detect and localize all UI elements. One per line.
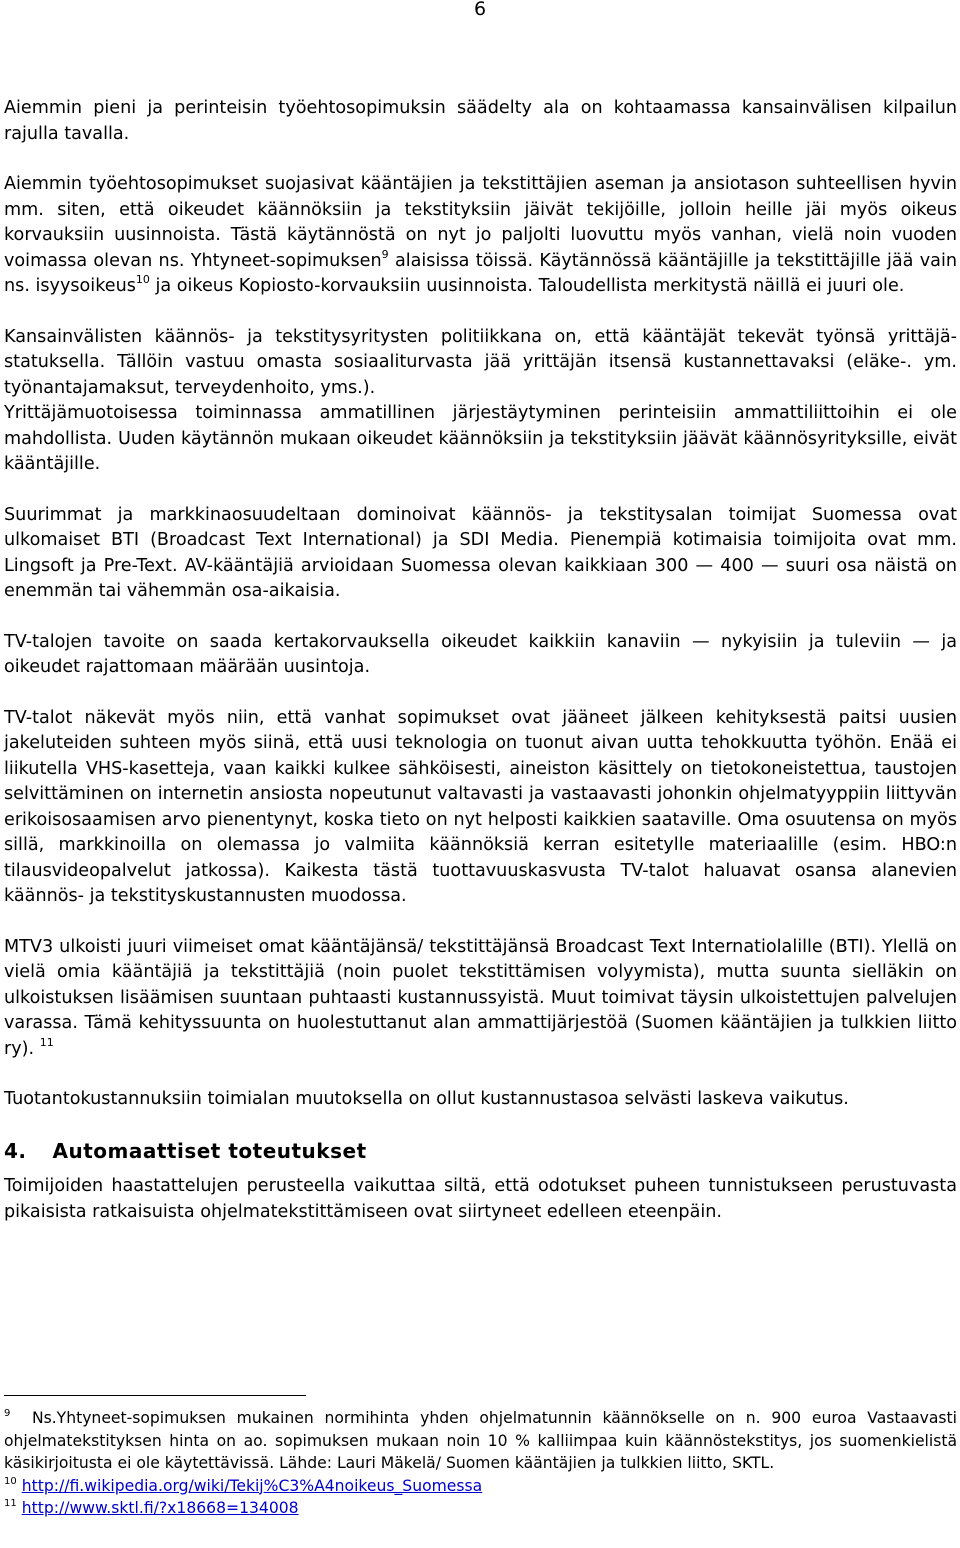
footnote-divider [4, 1395, 306, 1396]
footnote-9 [4, 1407, 957, 1475]
footnotes [4, 1407, 957, 1520]
footnote-number: 10 [4, 1475, 17, 1487]
paragraph-text: alaisissa töissä. Käytännössä kääntäjille ja tekstittäjille jää vain ns. isyysoikeus [4, 250, 958, 296]
footnote-text: Ns.Yhtyneet-sopimuksen mukainen normihinta yhden ohjelmatunnin käännökselle on n. 900 euroa Vastaavasti ohjelmatekstityksen hinta on ao. sopimuksen mukaan noin 10 % kalliimpaa kuin käännöstekstitys, jos suomenkielistä käsikirjoitusta ei ole käytettävissä. Lähde: Lauri Mäkelä/ Suomen kääntäjien ja tulkkien liitto, SKTL. [4, 1409, 957, 1472]
page-number: 6 [473, 0, 487, 20]
footnote-11 [4, 1497, 957, 1520]
section-number: 4. [4, 1138, 27, 1163]
footnote-ref-9[interactable]: 9 [381, 247, 389, 261]
paragraph: Toimijoiden haastattelujen perusteella vaikuttaa siltä, että odotukset puheen tunnistukseen perustuvasta pikaisista ratkaisuista ohjelmatekstittämiseen ovat siirtyneet edelleen eteenpäin. [4, 1176, 957, 1222]
paragraph-text: MTV3 ulkoisti juuri viimeiset omat kääntäjänsä/ tekstittäjänsä Broadcast Text Internatiolalille (BTI). Ylellä on vielä omia kääntäjiä ja tekstittäjiä (noin puolet tekstittämisen volyymista), mutta suunta sielläkin on ulkoistuksen lisäämisen suuntaan puhtaasti kustannussyistä. Muut toimivat täysin ulkoistettujen palvelujen varassa. Tämä kehityssuunta on huolestuttanut alan ammattijärjestöä (Suomen kääntäjien ja tulkkien liitto ry). [4, 936, 957, 1059]
body-text [4, 96, 957, 1250]
footnote-10 [4, 1475, 957, 1498]
footnote-ref-11[interactable]: 11 [39, 1035, 54, 1049]
paragraph: Kansainvälisten käännös- ja tekstitysyritysten politiikkana on, että kääntäjät tekevät työnsä yrittäjä-statuksella. Tällöin vastuu omasta sosiaaliturvasta jää yrittäjän itsensä kustannettavaksi (eläke-. ym. työnantajamaksut, terveydenhoito, yms.). [4, 326, 957, 398]
paragraph: TV-talot näkevät myös niin, että vanhat sopimukset ovat jääneet jälkeen kehityksestä paitsi uusien jakeluteiden suhteen myös siinä, että uusi teknologia on tuonut aivan uutta tehokkuutta työhön. Enää ei liikutella VHS-kasetteja, vaan kaikki kulkee sähköisesti, aineiston käsittely on tietokoneistettua, taustojen selvittäminen on internetin ansiosta nopeutunut valtavasti ja vastaavasti johonkin ohjelmatyyppiin liittyvän erikoisosaamisen arvo pienentynyt, koska tieto on nyt helposti kaikkien saataville. Oma osuutensa on myös sillä, markkinoilla on olemassa jo valmiita käännöksiä kerran esitetylle materiaalille (esim. HBO:n tilausvideopalvelut jatkossa). Kaikesta tästä tuottavuuskasvusta TV-talot haluavat osansa alanevien käännös- ja tekstityskustannusten muodossa. [4, 707, 957, 906]
paragraph: Yrittäjämuotoisessa toiminnassa ammatillinen järjestäytyminen perinteisiin ammattiliittoihin ei ole mahdollista. Uuden käytännön mukaan oikeudet käännöksiin ja tekstityksiin jäävät käännösyrityksille, eivät kääntäjille. [4, 403, 957, 474]
paragraph [4, 935, 957, 1063]
paragraph [4, 172, 957, 300]
paragraph: Suurimmat ja markkinaosuudeltaan dominoivat käännös- ja tekstitysalan toimijat Suomessa ovat ulkomaiset BTI (Broadcast Text International) ja SDI Media. Pienempiä kotimaisia toimijoita ovat mm. Lingsoft ja Pre-Text. AV-kääntäjiä arvioidaan Suomessa olevan kaikkiaan 300 — 400 — suuri osa näistä on enemmän tai vähemmän osa-aikaisia. [4, 504, 957, 601]
paragraph-text: Aiemmin työehtosopimukset suojasivat kääntäjien ja tekstittäjien aseman ja ansiotason suhteellisen hyvin mm. siten, että oikeudet käännöksiin ja tekstityksiin jäivät tekijöille, jolloin heille jäi myös oikeus korvauksiin uusinnoista. Tästä käytännöstä on nyt jo paljolti luovuttu myös vanhan, vielä noin vuoden voimassa olevan ns. Yhtyneet-sopimuksen [4, 174, 957, 271]
footnote-link[interactable]: http://fi.wikipedia.org/wiki/Tekij%C3%A4noikeus_Suomessa [21, 1476, 483, 1495]
section-title: Automaattiset toteutukset [52, 1138, 367, 1163]
paragraph: TV-talojen tavoite on saada kertakorvauksella oikeudet kaikkiin kanaviin — nykyisiin ja tuleviin — ja oikeudet rajattomaan määrään uusintoja. [4, 631, 957, 677]
paragraph: Aiemmin pieni ja perinteisin työehtosopimuksin säädelty ala on kohtaamassa kansainvälisen kilpailun rajulla tavalla. [4, 98, 957, 144]
paragraph-text: ja oikeus Kopiosto-korvauksiin uusinnoista. Taloudellista merkitystä näillä ei juuri ole. [149, 276, 905, 296]
footnote-number: 9 [4, 1408, 11, 1419]
footnote-link[interactable]: http://www.sktl.fi/?x18668=134008 [21, 1499, 299, 1517]
footnote-ref-10[interactable]: 10 [135, 273, 150, 286]
section-heading [4, 1139, 957, 1165]
footnote-number: 11 [4, 1498, 17, 1509]
paragraph: Tuotantokustannuksiin toimialan muutoksella on ollut kustannustasoa selvästi laskeva vaikutus. [4, 1089, 849, 1109]
